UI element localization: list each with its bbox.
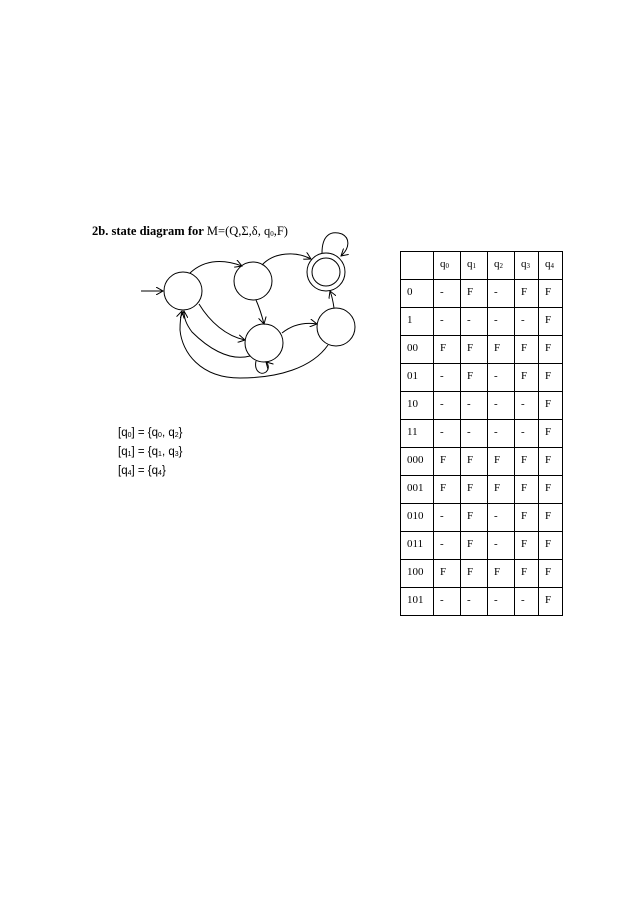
table-cell: - (515, 392, 539, 420)
row-label-cell: 101 (401, 588, 434, 616)
row-label-cell: 00 (401, 336, 434, 364)
table-cell: - (515, 588, 539, 616)
edge-q2-q3 (282, 323, 317, 333)
table-cell: - (461, 392, 488, 420)
table-row (401, 476, 563, 504)
table-cell: - (488, 364, 515, 392)
header-cell: $q_1$ (461, 252, 488, 280)
table-cell: - (461, 308, 488, 336)
table-cell: F (434, 448, 461, 476)
machine-definition: M=(Q,Σ,δ, $q_0,F$) (206, 224, 288, 238)
table-cell: F (539, 308, 563, 336)
distinguishability-table (400, 251, 563, 616)
table-cell: - (488, 420, 515, 448)
table-cell: F (539, 336, 563, 364)
table-cell: F (539, 364, 563, 392)
table-cell: F (515, 280, 539, 308)
table-cell: F (515, 336, 539, 364)
state-q1 (234, 262, 272, 300)
table-cell: - (488, 308, 515, 336)
table-cell: F (539, 392, 563, 420)
table-cell: F (434, 560, 461, 588)
edge-q0-q1 (190, 262, 242, 273)
table-cell: - (434, 308, 461, 336)
table-cell: F (461, 448, 488, 476)
table-cell: F (515, 448, 539, 476)
row-label-cell: 10 (401, 392, 434, 420)
table-row (401, 280, 563, 308)
table-cell: - (434, 420, 461, 448)
state-q4-accept-outer (307, 253, 345, 291)
table-cell: F (539, 588, 563, 616)
table-row (401, 308, 563, 336)
table-cell: F (461, 336, 488, 364)
table-cell: F (539, 280, 563, 308)
table-cell: F (461, 532, 488, 560)
equivalence-class-item: $[q_1] = \{q_1$, $q_3$} (118, 446, 183, 458)
table-header-row (401, 252, 563, 280)
edge-q1-q2 (256, 300, 264, 324)
table-cell: F (461, 560, 488, 588)
edge-q2-q0-back (184, 311, 250, 357)
row-label-cell: 0 (401, 280, 434, 308)
state-q3 (317, 308, 355, 346)
header-cell (401, 252, 434, 280)
row-label-cell: 010 (401, 504, 434, 532)
table-cell: F (539, 420, 563, 448)
state-q0 (164, 272, 202, 310)
table-cell: - (434, 364, 461, 392)
table-cell: - (434, 280, 461, 308)
table-cell: F (515, 476, 539, 504)
table-row (401, 504, 563, 532)
header-cell: $q_4$ (539, 252, 563, 280)
table-cell: F (539, 532, 563, 560)
table-row (401, 560, 563, 588)
table-cell: F (515, 364, 539, 392)
table-cell: - (515, 420, 539, 448)
edge-q1-q4 (262, 254, 311, 265)
table-cell: F (434, 476, 461, 504)
header-cell: $q_2$ (488, 252, 515, 280)
table-cell: F (488, 336, 515, 364)
table-cell: - (434, 588, 461, 616)
row-label-cell: 011 (401, 532, 434, 560)
table-cell: F (539, 504, 563, 532)
table-cell: F (515, 560, 539, 588)
table-cell: - (434, 392, 461, 420)
edge-q0-q2 (199, 304, 245, 340)
equivalence-class-item: $[q_0] = \{q_0$, $q_2$} (118, 427, 183, 439)
table-cell: F (461, 476, 488, 504)
table-cell: - (488, 280, 515, 308)
table-cell: F (539, 448, 563, 476)
equivalence-class-item: $[q_4] = \{q_4\}$ (118, 465, 166, 477)
table-cell: - (434, 504, 461, 532)
table-cell: F (539, 560, 563, 588)
state-q2 (245, 324, 283, 362)
state-q4-accept-inner (312, 258, 340, 286)
edge-q3-q4 (330, 291, 334, 308)
edge-q2-self-loop (256, 361, 269, 373)
table-cell: - (488, 588, 515, 616)
table-cell: - (461, 420, 488, 448)
table-row (401, 420, 563, 448)
heading-label: 2b. state diagram for (92, 224, 204, 238)
row-label-cell: 001 (401, 476, 434, 504)
row-label-cell: 11 (401, 420, 434, 448)
equivalence-classes (118, 424, 183, 481)
table-cell: F (461, 364, 488, 392)
row-label-cell: 1 (401, 308, 434, 336)
table-cell: F (488, 476, 515, 504)
table-cell: F (488, 448, 515, 476)
table-row (401, 364, 563, 392)
header-cell: $q_0$ (434, 252, 461, 280)
table-row (401, 392, 563, 420)
table-cell: F (539, 476, 563, 504)
row-label-cell: 100 (401, 560, 434, 588)
table-row (401, 336, 563, 364)
table-cell: F (515, 532, 539, 560)
table-cell: F (488, 560, 515, 588)
table-cell: F (461, 504, 488, 532)
table-cell: - (488, 392, 515, 420)
edge-q3-q0-back (180, 311, 328, 378)
table-cell: - (488, 532, 515, 560)
table-cell: - (515, 308, 539, 336)
table-row (401, 532, 563, 560)
table-cell: - (434, 532, 461, 560)
header-cell: $q_3$ (515, 252, 539, 280)
table-cell: F (461, 280, 488, 308)
table-cell: - (461, 588, 488, 616)
row-label-cell: 000 (401, 448, 434, 476)
table-row (401, 588, 563, 616)
row-label-cell: 01 (401, 364, 434, 392)
table-cell: F (515, 504, 539, 532)
table-cell: - (488, 504, 515, 532)
table-cell: F (434, 336, 461, 364)
table-row (401, 448, 563, 476)
